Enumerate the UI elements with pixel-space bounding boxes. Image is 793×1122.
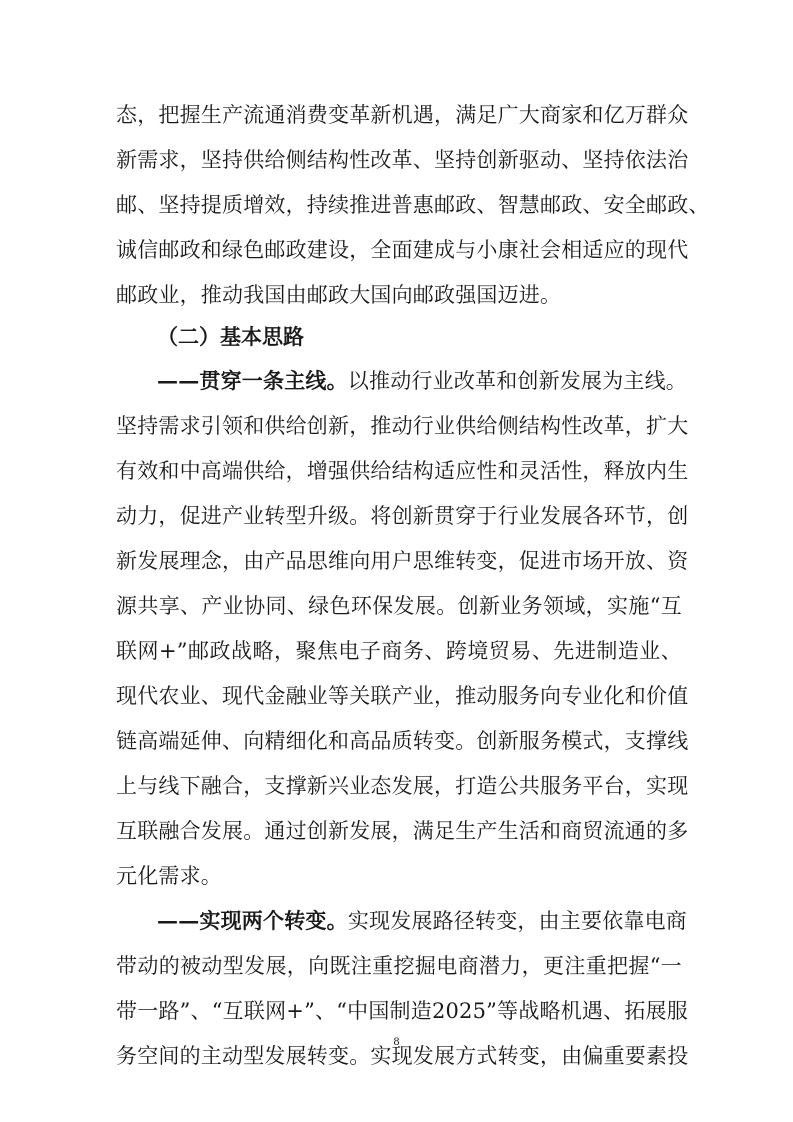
paragraph-first-line: [157, 906, 688, 936]
paragraph-line: 上与线下融合，支撑新兴业态发展，打造公共服务平台，实现: [116, 774, 689, 798]
section-heading: （二）基本思路: [157, 324, 304, 349]
paragraph-line: 互联融合发展。通过创新发展，满足生产生活和商贸流通的多: [116, 819, 689, 843]
paragraph-line: 新发展理念，由产品思维向用户思维转变，促进市场开放、资: [116, 549, 689, 573]
paragraph-line: 联网+”邮政战略，聚焦电子商务、跨境贸易、先进制造业、: [116, 639, 682, 663]
paragraph-line: 务空间的主动型发展转变。实现发展方式转变，由偏重要素投: [116, 1044, 689, 1068]
paragraph-line: 带动的被动型发展，向既注重挖掘电商潜力，更注重把握“一: [116, 954, 682, 978]
key-point-title: ——实现两个转变。: [157, 908, 348, 933]
key-point-title: ——贯穿一条主线。: [157, 368, 348, 393]
paragraph-line: 新需求，坚持供给侧结构性改革、坚持创新驱动、坚持依法治: [116, 148, 689, 172]
paragraph-line: 带一路”、“互联网+”、“中国制造2025”等战略机遇、拓展服: [116, 999, 688, 1023]
paragraph-line: 现代农业、现代金融业等关联产业，推动服务向专业化和价值: [116, 684, 689, 708]
paragraph-line: 链高端延伸、向精细化和高品质转变。创新服务模式，支撑线: [116, 729, 689, 753]
page-number: 8: [393, 1034, 400, 1048]
key-point-text: 以推动行业改革和创新发展为主线。: [347, 369, 688, 393]
paragraph-line: 邮、坚持提质增效，持续推进普惠邮政、智慧邮政、安全邮政、: [116, 193, 710, 217]
paragraph-line: 有效和中高端供给，增强供给结构适应性和灵活性，释放内生: [116, 459, 689, 483]
paragraph-line: 诚信邮政和绿色邮政建设，全面建成与小康社会相适应的现代: [116, 238, 689, 262]
paragraph-line: 态，把握生产流通消费变革新机遇，满足广大商家和亿万群众: [116, 103, 689, 127]
paragraph-line: 坚持需求引领和供给创新，推动行业供给侧结构性改革，扩大: [116, 414, 689, 438]
key-point-text: 实现发展路径转变，由主要依靠电商: [347, 909, 688, 933]
paragraph-line: 元化需求。: [116, 864, 222, 888]
paragraph-first-line: [157, 366, 688, 396]
paragraph-line: 动力，促进产业转型升级。将创新贯穿于行业发展各环节，创: [116, 504, 689, 528]
paragraph-line: 邮政业，推动我国由邮政大国向邮政强国迈进。: [116, 283, 562, 307]
paragraph-line: 源共享、产业协同、绿色环保发展。创新业务领域，实施“互: [116, 594, 682, 618]
